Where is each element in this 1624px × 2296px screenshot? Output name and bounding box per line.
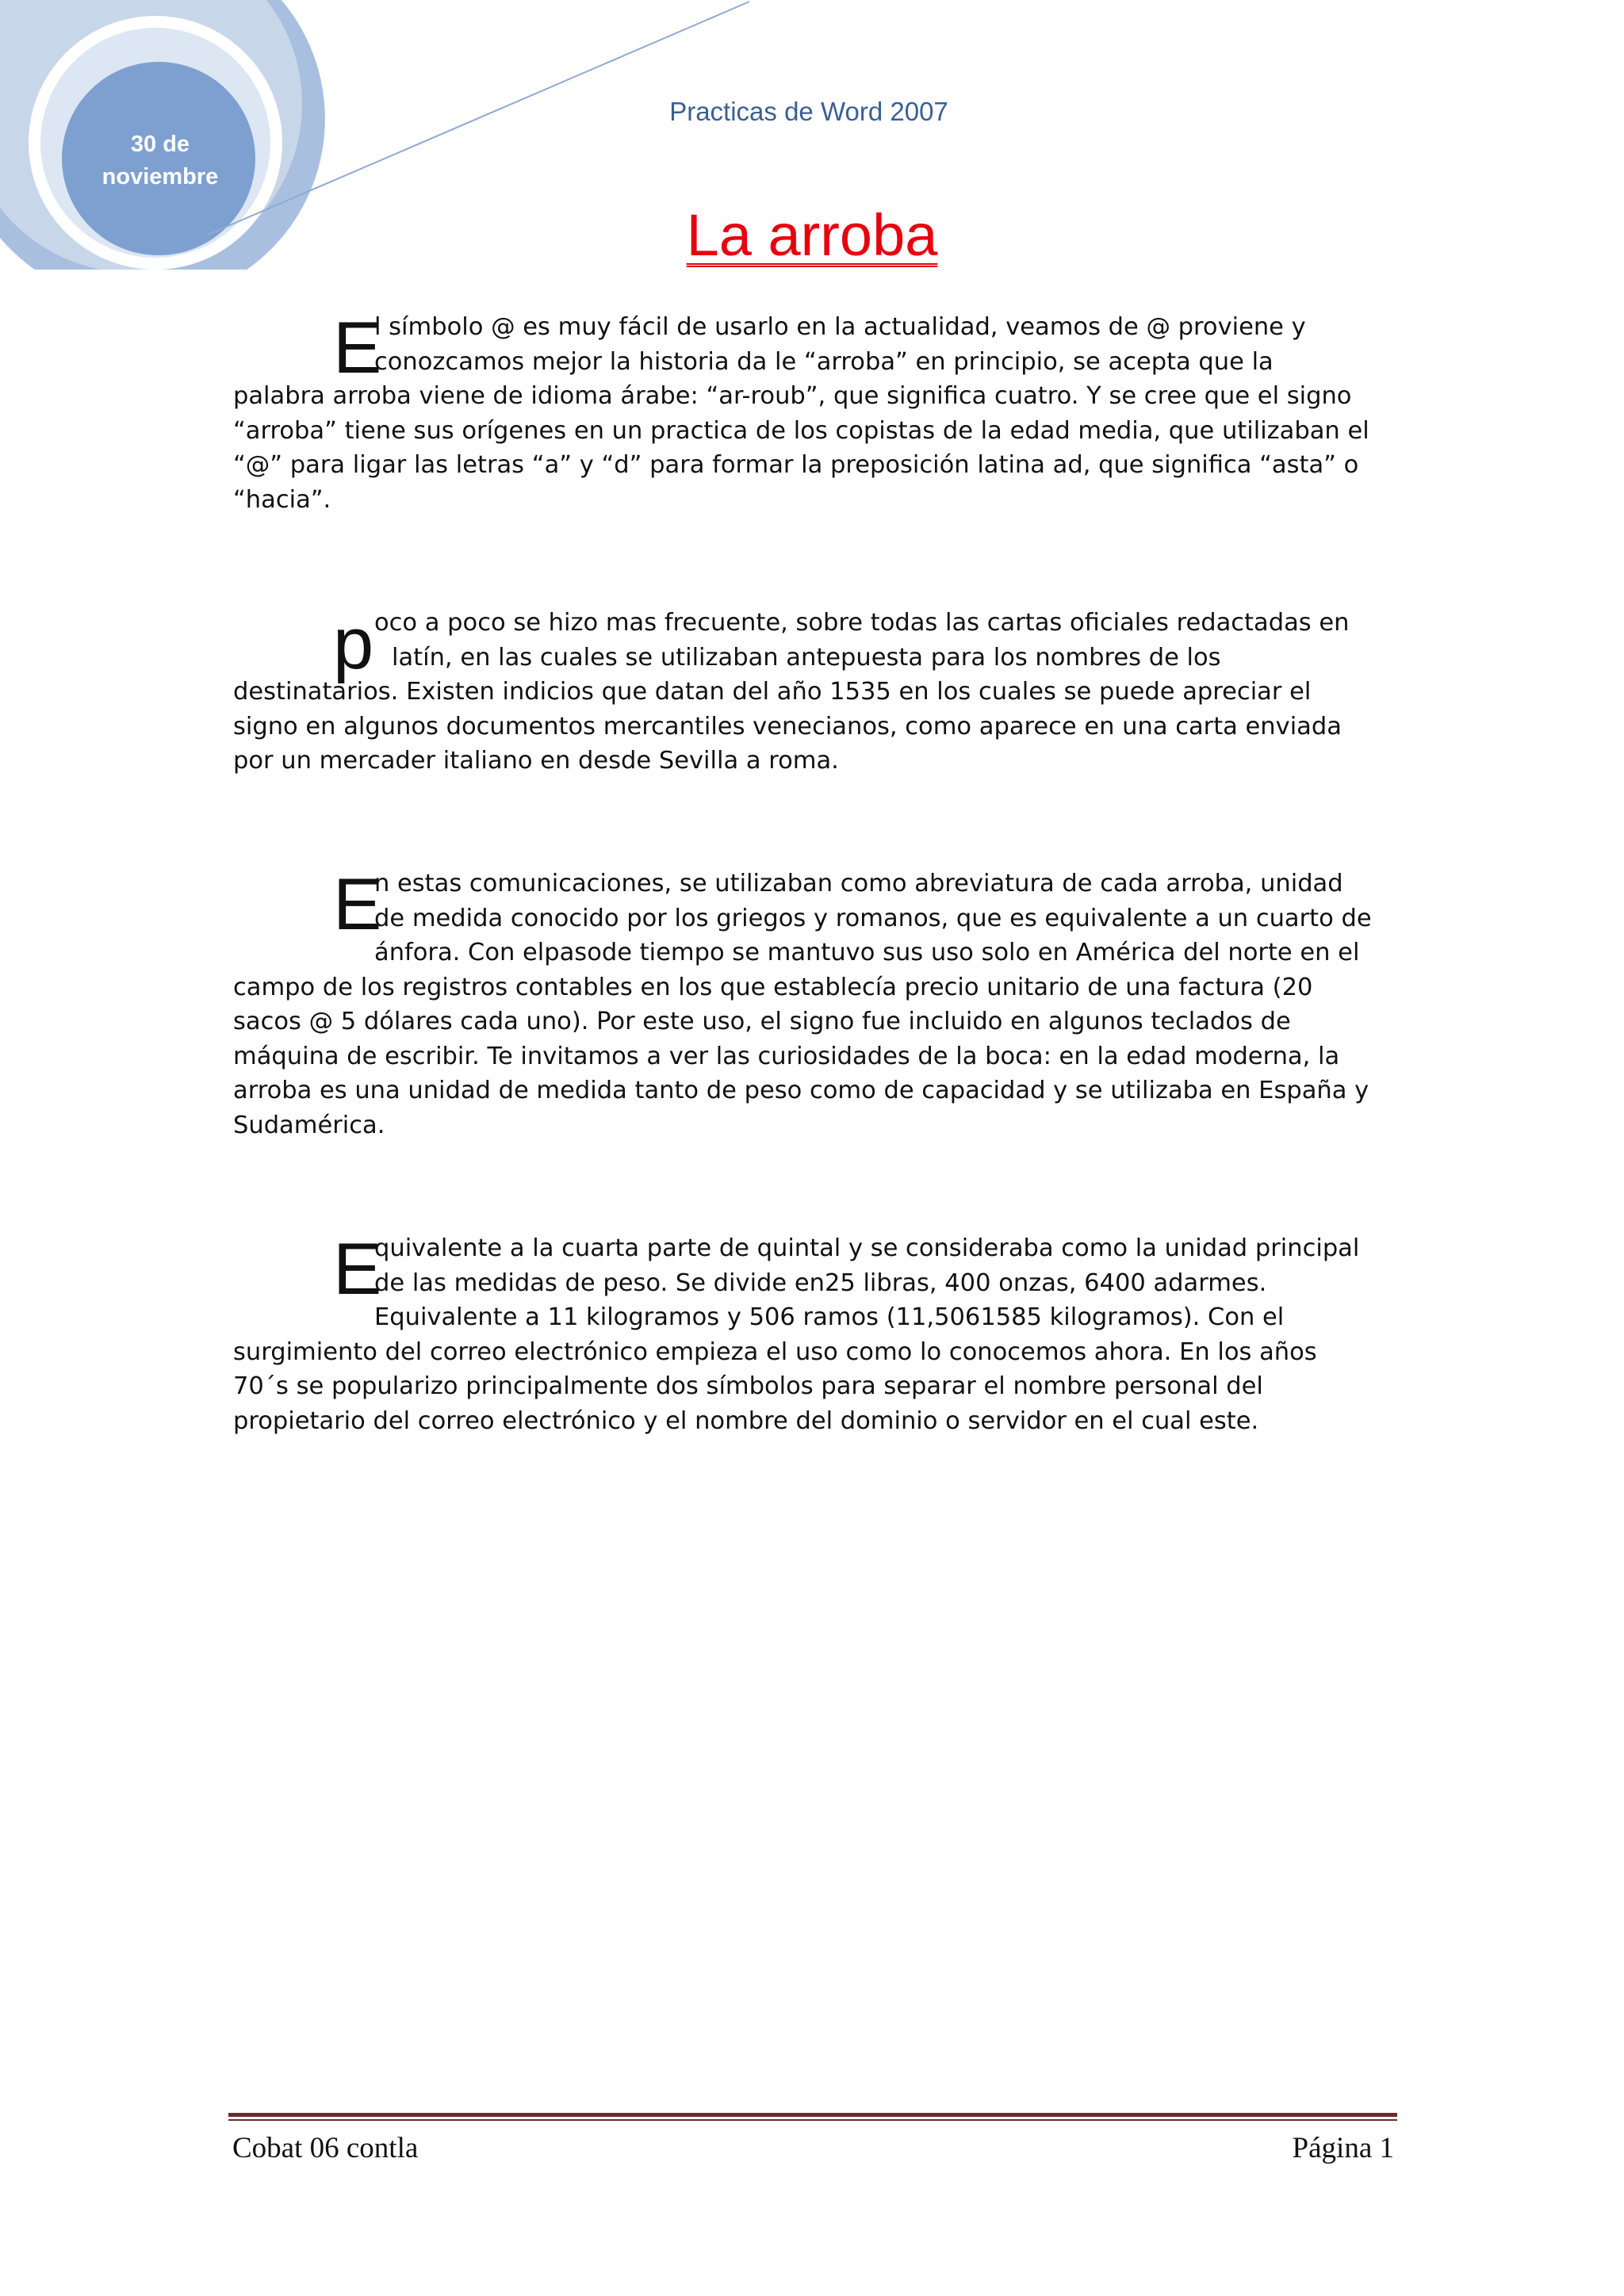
text-line: quivalente a la cuarta parte de quintal y se consideraba como la unidad principal <box>374 1234 1360 1262</box>
text-line: l símbolo @ es muy fácil de usarlo en la actualidad, veamos de @ proviene y <box>374 313 1306 341</box>
footer-divider <box>228 2113 1397 2121</box>
date-badge <box>67 73 254 249</box>
text-line: Equivalente a 11 kilogramos y 506 ramos (11,5061585 kilogramos). Con el <box>374 1303 1285 1331</box>
text-line: oco a poco se hizo mas frecuente, sobre todas las cartas oficiales redactadas en <box>374 609 1350 637</box>
text-line: palabra arroba viene de idioma árabe: “ar-roub”, que significa cuatro. Y se cree que el signo <box>233 382 1352 410</box>
text-line: arroba es una unidad de medida tanto de peso como de capacidad y se utilizaba en España y <box>233 1077 1369 1104</box>
text-line: propietario del correo electrónico y el nombre del dominio o servidor en el cual este. <box>233 1406 1259 1435</box>
footer-page-number: Página 1 <box>1292 2132 1394 2164</box>
dropcap: E <box>333 1229 382 1310</box>
text-line: 70´s se popularizo principalmente dos símbolos para separar el nombre personal del <box>233 1372 1263 1400</box>
text-line: de las medidas de peso. Se divide en25 libras, 400 onzas, 6400 adarmes. <box>374 1269 1267 1297</box>
date-day: 30 de <box>130 132 190 157</box>
text-line: “hacia”. <box>233 485 331 514</box>
header-title: Practicas de Word 2007 <box>669 97 948 126</box>
text-line: campo de los registros contables en los que establecía precio unitario de una factura (20 <box>233 973 1313 1001</box>
text-line: n estas comunicaciones, se utilizaban como abreviatura de cada arroba, unidad <box>374 870 1343 897</box>
text-line: latín, en las cuales se utilizaban antepuesta para los nombres de los <box>392 643 1221 672</box>
text-line: Sudamérica. <box>233 1111 385 1139</box>
date-month: noviembre <box>102 164 219 189</box>
footer-left-text: Cobat 06 contla <box>232 2132 419 2164</box>
paragraph-3 <box>233 864 1397 1142</box>
text-line: signo en algunos documentos mercantiles venecianos, como aparece en una carta enviada <box>233 712 1342 740</box>
paragraph-2 <box>233 603 1397 779</box>
paragraph-4 <box>233 1231 1397 1438</box>
text-line: destinatarios. Existen indicios que datan del año 1535 en los cuales se puede apreciar el <box>233 678 1312 706</box>
text-line: de medida conocido por los griegos y romanos, que es equivalente a un cuarto de <box>374 904 1372 932</box>
dropcap: E <box>333 308 382 388</box>
text-line: sacos @ 5 dólares cada uno). Por este uso, el signo fue incluido en algunos teclados de <box>233 1008 1291 1035</box>
text-line: “arroba” tiene sus orígenes en un practica de los copistas de la edad media, que utilizaban el <box>233 416 1369 445</box>
dropcap: E <box>333 864 382 945</box>
paragraph-1 <box>233 310 1397 517</box>
text-line: conozcamos mejor la historia da le “arroba” en principio, se acepta que la <box>374 347 1274 376</box>
text-line: máquina de escribir. Te invitamos a ver las curiosidades de la boca: en la edad moderna, la <box>233 1042 1340 1070</box>
document-title: La arroba <box>686 202 938 268</box>
text-line: ánfora. Con elpasode tiempo se mantuvo sus uso solo en América del norte en el <box>374 939 1360 966</box>
text-line: surgimiento del correo electrónico empieza el uso como lo conocemos ahora. En los años <box>233 1337 1317 1366</box>
text-line: “@” para ligar las letras “a” y “d” para formar la preposición latina ad, que significa “asta” o <box>233 451 1359 479</box>
dropcap: p <box>333 603 374 684</box>
text-line: por un mercader italiano en desde Sevilla a roma. <box>233 747 839 775</box>
